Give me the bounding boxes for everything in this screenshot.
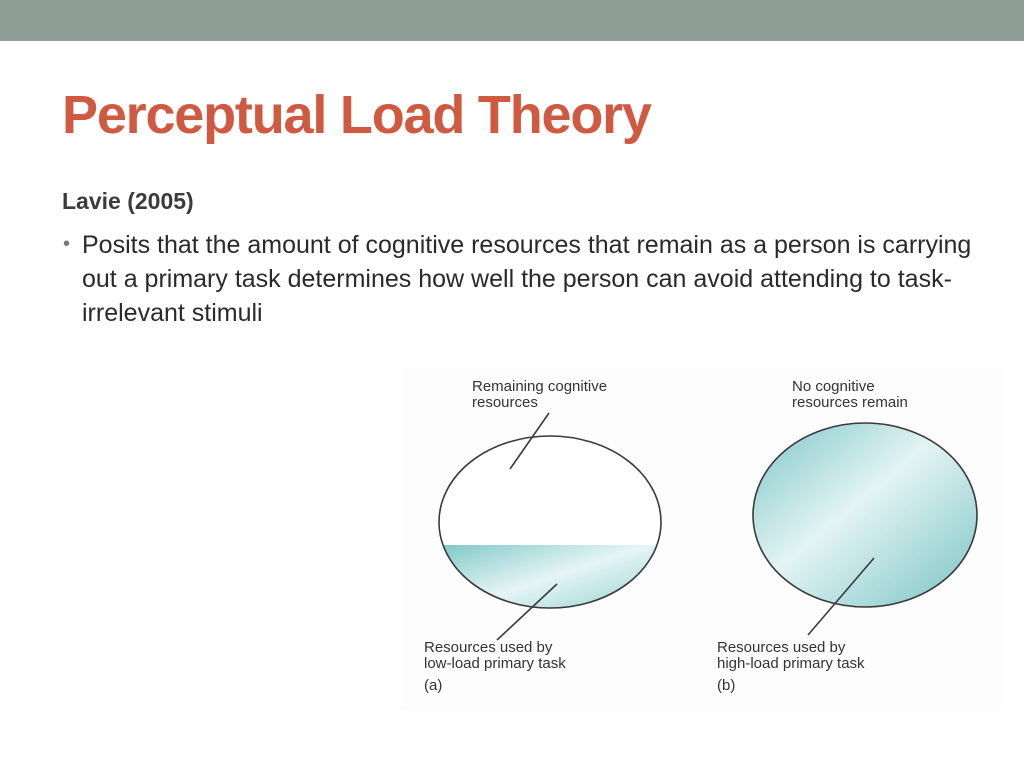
- panel-b-bottom-label: Resources used by high-load primary task: [717, 639, 865, 672]
- panel-b-tag: (b): [717, 677, 736, 694]
- bullet-text: Posits that the amount of cognitive resources that remain as a person is carrying out a primary task determines how well the person can avoid attending to task-irrelevant stimuli: [82, 231, 972, 327]
- panel-b-ellipse: [753, 423, 977, 607]
- panel-a-bottom-label: Resources used by low-load primary task: [424, 639, 566, 672]
- figure: [402, 365, 1002, 710]
- panel-b-top-label: No cognitive resources remain: [792, 378, 908, 411]
- slide-subtitle: Lavie (2005): [62, 188, 194, 214]
- panel-a-top-label: Remaining cognitive resources: [472, 378, 608, 411]
- bullet-icon: •: [63, 233, 71, 255]
- panel-a-used-fill: [432, 545, 672, 625]
- panel-a-ellipse: [432, 436, 672, 625]
- top-accent-bar: [0, 0, 1024, 41]
- slide-title: Perceptual Load Theory: [62, 85, 651, 145]
- panel-a-tag: (a): [424, 677, 443, 694]
